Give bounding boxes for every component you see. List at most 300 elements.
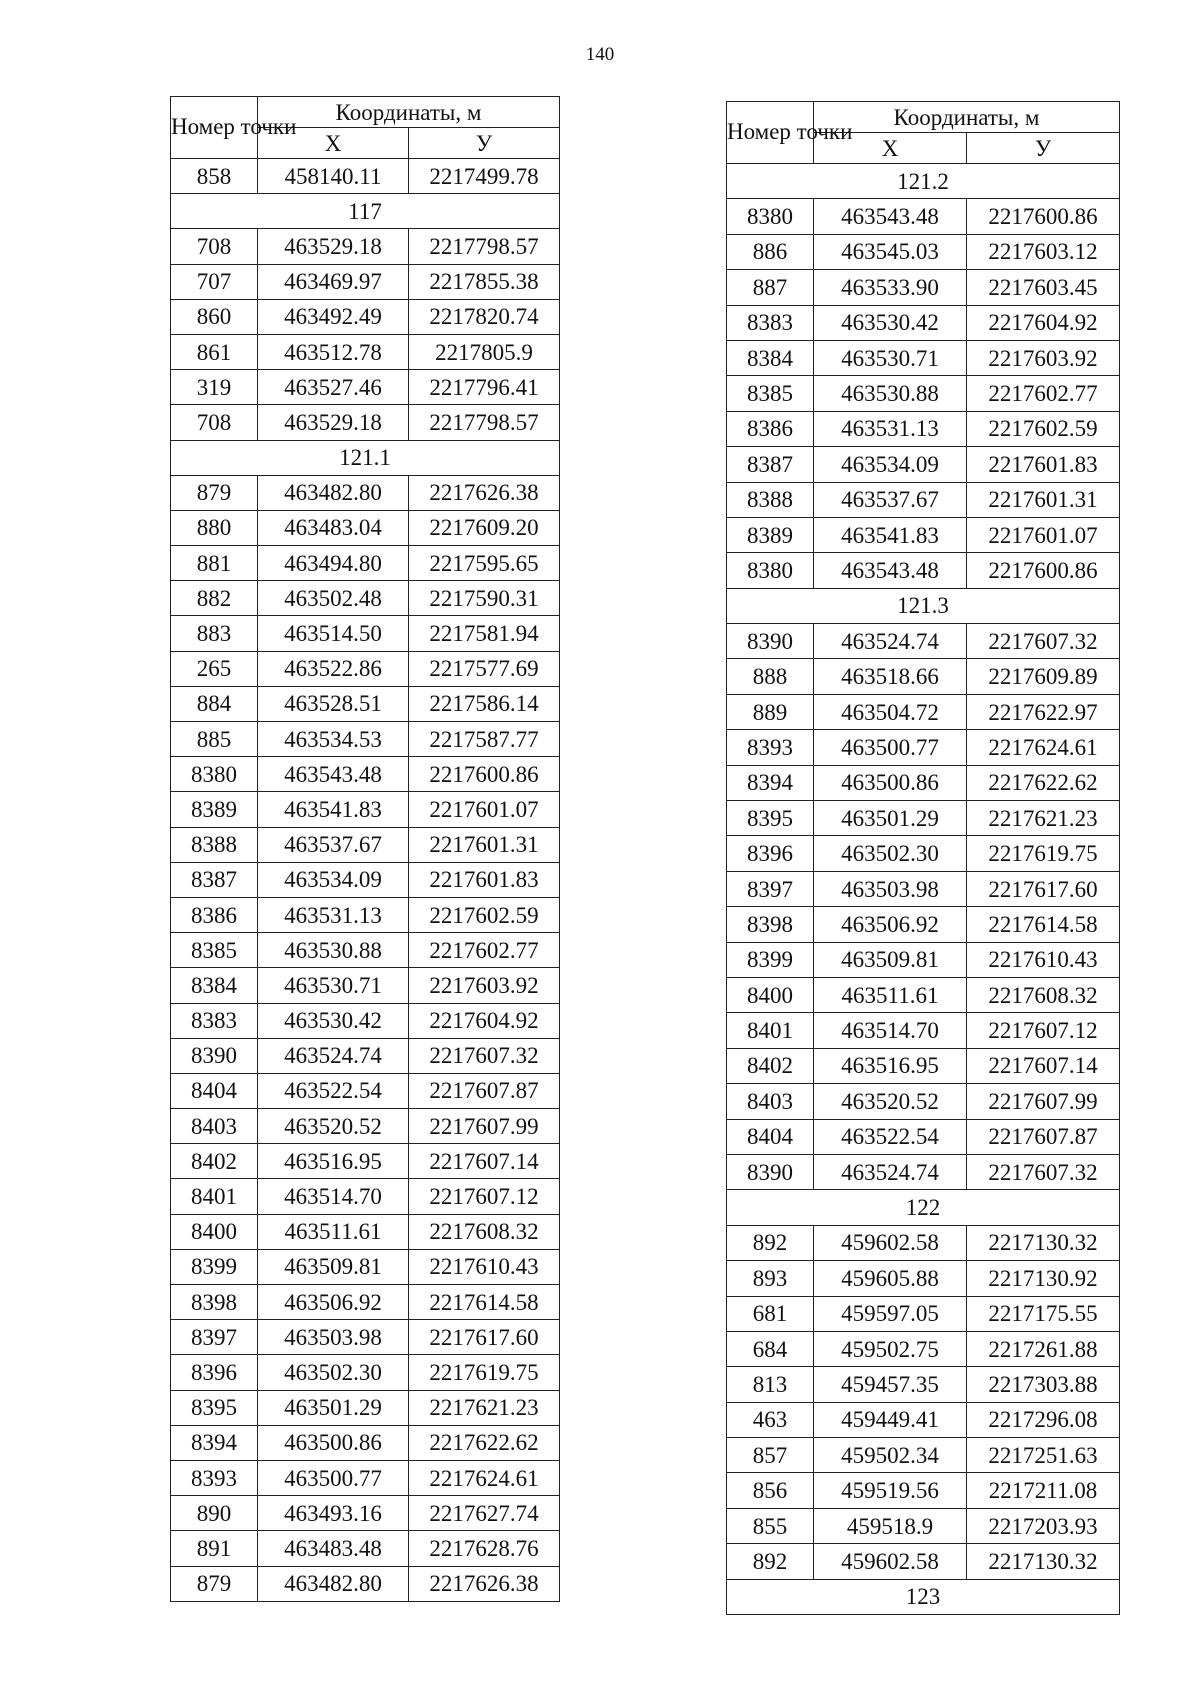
- point-number-cell: 8400: [727, 977, 814, 1012]
- y-coordinate-cell: 2217296.08: [967, 1402, 1120, 1437]
- y-coordinate-cell: 2217607.32: [967, 624, 1120, 659]
- header-row: [727, 102, 1120, 133]
- section-label: 121.2: [727, 164, 1120, 199]
- table-row: [171, 510, 560, 545]
- table-row: [171, 1109, 560, 1144]
- point-number-cell: 463: [727, 1402, 814, 1437]
- section-row: [171, 194, 560, 229]
- point-number-cell: 8404: [727, 1119, 814, 1154]
- x-coordinate-cell: 463522.86: [258, 651, 409, 686]
- point-number-cell: 8398: [171, 1285, 258, 1320]
- table-row: [171, 229, 560, 264]
- table-row: [171, 1249, 560, 1284]
- coordinates-header: Координаты, м: [814, 102, 1120, 133]
- section-label: 123: [727, 1579, 1120, 1614]
- table-row: [171, 1496, 560, 1531]
- point-number-cell: 879: [171, 475, 258, 510]
- table-row: [171, 1003, 560, 1038]
- x-coordinate-cell: 463520.52: [258, 1109, 409, 1144]
- table-row: [727, 1225, 1120, 1260]
- x-coordinate-cell: 463506.92: [814, 907, 967, 942]
- x-coordinate-cell: 463502.48: [258, 581, 409, 616]
- point-number-cell: 883: [171, 616, 258, 651]
- y-coordinate-cell: 2217130.92: [967, 1261, 1120, 1296]
- x-coordinate-cell: 463543.48: [258, 757, 409, 792]
- y-coordinate-cell: 2217577.69: [409, 651, 560, 686]
- y-coordinate-cell: 2217595.65: [409, 546, 560, 581]
- table-row: [727, 305, 1120, 340]
- x-coordinate-cell: 463541.83: [814, 517, 967, 552]
- x-coordinate-cell: 463545.03: [814, 234, 967, 269]
- point-number-cell: 889: [727, 694, 814, 729]
- table-row: [171, 1144, 560, 1179]
- section-row: [727, 588, 1120, 623]
- x-coordinate-cell: 458140.11: [258, 159, 409, 194]
- table-row: [171, 1390, 560, 1425]
- table-row: [727, 1084, 1120, 1119]
- table-row: [727, 624, 1120, 659]
- point-number-cell: 681: [727, 1296, 814, 1331]
- point-number-cell: 882: [171, 581, 258, 616]
- table-row: [171, 1179, 560, 1214]
- y-coordinate-cell: 2217602.77: [409, 933, 560, 968]
- y-coordinate-cell: 2217608.32: [967, 977, 1120, 1012]
- point-number-cell: 8394: [727, 765, 814, 800]
- header-row: [171, 97, 560, 128]
- table-row: [171, 264, 560, 299]
- coordinates-table-right: [726, 101, 1120, 1615]
- y-coordinate-cell: 2217587.77: [409, 722, 560, 757]
- point-number-cell: 8393: [171, 1460, 258, 1495]
- table-row: [171, 1425, 560, 1460]
- point-number-cell: 880: [171, 510, 258, 545]
- x-coordinate-cell: 463500.86: [258, 1425, 409, 1460]
- point-number-cell: 8390: [727, 624, 814, 659]
- table-row: [171, 1320, 560, 1355]
- table-row: [727, 553, 1120, 588]
- table-row: [171, 299, 560, 334]
- point-number-cell: 888: [727, 659, 814, 694]
- y-coordinate-cell: 2217627.74: [409, 1496, 560, 1531]
- x-coordinate-cell: 463541.83: [258, 792, 409, 827]
- table-row: [727, 801, 1120, 836]
- x-coordinate-cell: 463529.18: [258, 229, 409, 264]
- y-header: У: [967, 133, 1120, 164]
- y-coordinate-cell: 2217626.38: [409, 475, 560, 510]
- point-number-cell: 891: [171, 1531, 258, 1566]
- x-coordinate-cell: 463534.09: [814, 447, 967, 482]
- x-coordinate-cell: 463529.18: [258, 405, 409, 440]
- x-coordinate-cell: 463524.74: [814, 624, 967, 659]
- y-coordinate-cell: 2217601.83: [409, 862, 560, 897]
- table-row: [171, 1214, 560, 1249]
- x-coordinate-cell: 463514.70: [258, 1179, 409, 1214]
- table-row: [727, 1119, 1120, 1154]
- point-number-cell: 8383: [727, 305, 814, 340]
- y-coordinate-cell: 2217607.87: [967, 1119, 1120, 1154]
- x-coordinate-cell: 463516.95: [814, 1048, 967, 1083]
- y-coordinate-cell: 2217607.12: [409, 1179, 560, 1214]
- x-coordinate-cell: 463524.74: [258, 1038, 409, 1073]
- x-coordinate-cell: 463503.98: [258, 1320, 409, 1355]
- point-number-cell: 861: [171, 334, 258, 369]
- table-row: [171, 1531, 560, 1566]
- point-number-cell: 8385: [171, 933, 258, 968]
- table-row: [171, 159, 560, 194]
- point-number-cell: 893: [727, 1261, 814, 1296]
- y-coordinate-cell: 2217602.59: [967, 411, 1120, 446]
- y-coordinate-cell: 2217604.92: [409, 1003, 560, 1038]
- table-row: [171, 1355, 560, 1390]
- y-coordinate-cell: 2217608.32: [409, 1214, 560, 1249]
- x-coordinate-cell: 463530.42: [258, 1003, 409, 1038]
- table-row: [171, 827, 560, 862]
- x-coordinate-cell: 463527.46: [258, 370, 409, 405]
- point-number-cell: 892: [727, 1544, 814, 1579]
- table-row: [171, 405, 560, 440]
- x-coordinate-cell: 459502.34: [814, 1438, 967, 1473]
- x-coordinate-cell: 463494.80: [258, 546, 409, 581]
- x-header: Х: [814, 133, 967, 164]
- x-coordinate-cell: 463537.67: [814, 482, 967, 517]
- y-coordinate-cell: 2217614.58: [967, 907, 1120, 942]
- x-coordinate-cell: 463530.71: [814, 340, 967, 375]
- y-coordinate-cell: 2217622.62: [967, 765, 1120, 800]
- y-coordinate-cell: 2217855.38: [409, 264, 560, 299]
- point-number-cell: 8396: [727, 836, 814, 871]
- x-coordinate-cell: 463518.66: [814, 659, 967, 694]
- x-coordinate-cell: 463511.61: [814, 977, 967, 1012]
- table-row: [727, 1367, 1120, 1402]
- point-number-cell: 8398: [727, 907, 814, 942]
- table-row: [171, 1460, 560, 1495]
- table-row: [171, 933, 560, 968]
- y-coordinate-cell: 2217600.86: [409, 757, 560, 792]
- table-row: [727, 1438, 1120, 1473]
- table-row: [171, 862, 560, 897]
- table-row: [171, 1566, 560, 1601]
- x-coordinate-cell: 463500.77: [258, 1460, 409, 1495]
- table-body: [171, 159, 560, 1602]
- table-row: [727, 270, 1120, 305]
- y-coordinate-cell: 2217798.57: [409, 229, 560, 264]
- x-coordinate-cell: 459519.56: [814, 1473, 967, 1508]
- x-coordinate-cell: 463514.50: [258, 616, 409, 651]
- x-coordinate-cell: 463504.72: [814, 694, 967, 729]
- point-number-cell: 813: [727, 1367, 814, 1402]
- table-row: [727, 1154, 1120, 1189]
- y-coordinate-cell: 2217590.31: [409, 581, 560, 616]
- table-row: [727, 694, 1120, 729]
- x-coordinate-cell: 463531.13: [258, 897, 409, 932]
- y-coordinate-cell: 2217603.92: [409, 968, 560, 1003]
- table-row: [171, 616, 560, 651]
- table-row: [171, 792, 560, 827]
- x-coordinate-cell: 463492.49: [258, 299, 409, 334]
- table-row: [171, 1285, 560, 1320]
- y-coordinate-cell: 2217601.31: [409, 827, 560, 862]
- table-row: [727, 1261, 1120, 1296]
- y-coordinate-cell: 2217798.57: [409, 405, 560, 440]
- y-coordinate-cell: 2217586.14: [409, 686, 560, 721]
- point-number-cell: 8384: [171, 968, 258, 1003]
- table-row: [727, 1048, 1120, 1083]
- x-coordinate-cell: 463512.78: [258, 334, 409, 369]
- point-number-cell: 8394: [171, 1425, 258, 1460]
- point-number-header: Номер точки: [727, 102, 814, 164]
- x-coordinate-cell: 463511.61: [258, 1214, 409, 1249]
- y-coordinate-cell: 2217601.07: [409, 792, 560, 827]
- table-row: [171, 1038, 560, 1073]
- y-coordinate-cell: 2217602.59: [409, 897, 560, 932]
- x-coordinate-cell: 459597.05: [814, 1296, 967, 1331]
- point-number-cell: 8396: [171, 1355, 258, 1390]
- x-coordinate-cell: 463509.81: [258, 1249, 409, 1284]
- y-coordinate-cell: 2217619.75: [409, 1355, 560, 1390]
- point-number-cell: 8385: [727, 376, 814, 411]
- y-coordinate-cell: 2217820.74: [409, 299, 560, 334]
- table-row: [727, 376, 1120, 411]
- table-row: [171, 581, 560, 616]
- y-coordinate-cell: 2217303.88: [967, 1367, 1120, 1402]
- x-coordinate-cell: 459602.58: [814, 1544, 967, 1579]
- point-number-cell: 8383: [171, 1003, 258, 1038]
- x-coordinate-cell: 463502.30: [814, 836, 967, 871]
- table-row: [727, 517, 1120, 552]
- x-coordinate-cell: 463543.48: [814, 553, 967, 588]
- x-coordinate-cell: 459502.75: [814, 1331, 967, 1366]
- point-number-cell: 892: [727, 1225, 814, 1260]
- y-coordinate-cell: 2217211.08: [967, 1473, 1120, 1508]
- point-number-cell: 8387: [171, 862, 258, 897]
- table-row: [171, 334, 560, 369]
- point-number-cell: 8397: [727, 871, 814, 906]
- point-number-cell: 265: [171, 651, 258, 686]
- x-coordinate-cell: 459605.88: [814, 1261, 967, 1296]
- table-row: [727, 1508, 1120, 1543]
- point-number-cell: 8402: [727, 1048, 814, 1083]
- point-number-cell: 8404: [171, 1073, 258, 1108]
- y-coordinate-cell: 2217604.92: [967, 305, 1120, 340]
- y-coordinate-cell: 2217607.14: [967, 1048, 1120, 1083]
- section-label: 122: [727, 1190, 1120, 1225]
- y-coordinate-cell: 2217624.61: [409, 1460, 560, 1495]
- y-coordinate-cell: 2217617.60: [967, 871, 1120, 906]
- point-number-cell: 8401: [171, 1179, 258, 1214]
- y-coordinate-cell: 2217621.23: [967, 801, 1120, 836]
- y-coordinate-cell: 2217622.62: [409, 1425, 560, 1460]
- point-number-cell: 8388: [727, 482, 814, 517]
- x-coordinate-cell: 463501.29: [258, 1390, 409, 1425]
- point-number-cell: 8402: [171, 1144, 258, 1179]
- x-coordinate-cell: 463522.54: [258, 1073, 409, 1108]
- y-coordinate-cell: 2217601.31: [967, 482, 1120, 517]
- point-number-cell: 8390: [171, 1038, 258, 1073]
- table-row: [171, 475, 560, 510]
- point-number-cell: 707: [171, 264, 258, 299]
- y-coordinate-cell: 2217600.86: [967, 553, 1120, 588]
- table-row: [727, 836, 1120, 871]
- point-number-cell: 708: [171, 405, 258, 440]
- point-number-cell: 881: [171, 546, 258, 581]
- x-coordinate-cell: 463503.98: [814, 871, 967, 906]
- point-number-cell: 8389: [727, 517, 814, 552]
- point-number-cell: 886: [727, 234, 814, 269]
- x-coordinate-cell: 463530.42: [814, 305, 967, 340]
- point-number-cell: 8387: [727, 447, 814, 482]
- x-coordinate-cell: 463469.97: [258, 264, 409, 299]
- section-label: 121.1: [171, 440, 560, 475]
- y-coordinate-cell: 2217603.45: [967, 270, 1120, 305]
- y-coordinate-cell: 2217796.41: [409, 370, 560, 405]
- x-coordinate-cell: 463534.09: [258, 862, 409, 897]
- y-coordinate-cell: 2217203.93: [967, 1508, 1120, 1543]
- y-coordinate-cell: 2217609.89: [967, 659, 1120, 694]
- y-coordinate-cell: 2217624.61: [967, 730, 1120, 765]
- table-row: [727, 730, 1120, 765]
- y-coordinate-cell: 2217607.12: [967, 1013, 1120, 1048]
- x-coordinate-cell: 463483.04: [258, 510, 409, 545]
- x-coordinate-cell: 463537.67: [258, 827, 409, 862]
- table-row: [727, 447, 1120, 482]
- point-number-cell: 708: [171, 229, 258, 264]
- table-row: [727, 482, 1120, 517]
- point-number-cell: 887: [727, 270, 814, 305]
- table-row: [171, 546, 560, 581]
- table-row: [727, 1331, 1120, 1366]
- y-coordinate-cell: 2217581.94: [409, 616, 560, 651]
- point-number-cell: 8395: [727, 801, 814, 836]
- point-number-cell: 8397: [171, 1320, 258, 1355]
- point-number-cell: 8388: [171, 827, 258, 862]
- point-number-cell: 857: [727, 1438, 814, 1473]
- point-number-cell: 8401: [727, 1013, 814, 1048]
- y-coordinate-cell: 2217607.87: [409, 1073, 560, 1108]
- y-coordinate-cell: 2217628.76: [409, 1531, 560, 1566]
- x-coordinate-cell: 463501.29: [814, 801, 967, 836]
- section-row: [171, 440, 560, 475]
- point-number-cell: 879: [171, 1566, 258, 1601]
- y-coordinate-cell: 2217499.78: [409, 159, 560, 194]
- table-row: [171, 897, 560, 932]
- table-row: [727, 1473, 1120, 1508]
- y-coordinate-cell: 2217607.14: [409, 1144, 560, 1179]
- x-coordinate-cell: 463493.16: [258, 1496, 409, 1531]
- point-number-cell: 8384: [727, 340, 814, 375]
- x-coordinate-cell: 459518.9: [814, 1508, 967, 1543]
- point-number-cell: 8389: [171, 792, 258, 827]
- y-coordinate-cell: 2217603.92: [967, 340, 1120, 375]
- y-coordinate-cell: 2217607.99: [409, 1109, 560, 1144]
- x-coordinate-cell: 463502.30: [258, 1355, 409, 1390]
- table-row: [171, 651, 560, 686]
- x-coordinate-cell: 463524.74: [814, 1154, 967, 1189]
- point-number-cell: 8380: [727, 199, 814, 234]
- table-row: [171, 1073, 560, 1108]
- point-number-cell: 8386: [171, 897, 258, 932]
- x-coordinate-cell: 463534.53: [258, 722, 409, 757]
- y-coordinate-cell: 2217609.20: [409, 510, 560, 545]
- table-body: [727, 164, 1120, 1615]
- point-number-cell: 884: [171, 686, 258, 721]
- point-number-cell: 8399: [727, 942, 814, 977]
- x-coordinate-cell: 463506.92: [258, 1285, 409, 1320]
- table-row: [727, 1013, 1120, 1048]
- table-row: [171, 686, 560, 721]
- x-coordinate-cell: 463531.13: [814, 411, 967, 446]
- point-number-cell: 890: [171, 1496, 258, 1531]
- section-row: [727, 1190, 1120, 1225]
- table-row: [727, 1402, 1120, 1437]
- table-row: [727, 977, 1120, 1012]
- x-coordinate-cell: 463500.77: [814, 730, 967, 765]
- point-number-cell: 8403: [727, 1084, 814, 1119]
- point-number-cell: 855: [727, 1508, 814, 1543]
- y-coordinate-cell: 2217621.23: [409, 1390, 560, 1425]
- point-number-cell: 860: [171, 299, 258, 334]
- x-coordinate-cell: 463533.90: [814, 270, 967, 305]
- y-coordinate-cell: 2217805.9: [409, 334, 560, 369]
- table-row: [171, 968, 560, 1003]
- coordinates-header: Координаты, м: [258, 97, 560, 128]
- x-coordinate-cell: 459602.58: [814, 1225, 967, 1260]
- y-coordinate-cell: 2217130.32: [967, 1225, 1120, 1260]
- section-row: [727, 1579, 1120, 1614]
- y-coordinate-cell: 2217130.32: [967, 1544, 1120, 1579]
- x-coordinate-cell: 463543.48: [814, 199, 967, 234]
- y-coordinate-cell: 2217601.07: [967, 517, 1120, 552]
- x-coordinate-cell: 463522.54: [814, 1119, 967, 1154]
- y-coordinate-cell: 2217626.38: [409, 1566, 560, 1601]
- y-coordinate-cell: 2217610.43: [967, 942, 1120, 977]
- x-coordinate-cell: 463482.80: [258, 1566, 409, 1601]
- y-coordinate-cell: 2217607.32: [409, 1038, 560, 1073]
- table-row: [727, 199, 1120, 234]
- x-coordinate-cell: 463483.48: [258, 1531, 409, 1566]
- y-coordinate-cell: 2217610.43: [409, 1249, 560, 1284]
- point-number-cell: 8390: [727, 1154, 814, 1189]
- x-coordinate-cell: 463530.71: [258, 968, 409, 1003]
- table-row: [727, 871, 1120, 906]
- y-coordinate-cell: 2217602.77: [967, 376, 1120, 411]
- point-number-cell: 8399: [171, 1249, 258, 1284]
- point-number-cell: 8380: [171, 757, 258, 792]
- y-coordinate-cell: 2217175.55: [967, 1296, 1120, 1331]
- y-header: У: [409, 128, 560, 159]
- table-row: [171, 370, 560, 405]
- point-number-cell: 8380: [727, 553, 814, 588]
- table-row: [171, 722, 560, 757]
- x-coordinate-cell: 463520.52: [814, 1084, 967, 1119]
- y-coordinate-cell: 2217251.63: [967, 1438, 1120, 1473]
- point-number-cell: 856: [727, 1473, 814, 1508]
- y-coordinate-cell: 2217261.88: [967, 1331, 1120, 1366]
- table-row: [727, 659, 1120, 694]
- point-number-cell: 8393: [727, 730, 814, 765]
- section-row: [727, 164, 1120, 199]
- x-coordinate-cell: 463528.51: [258, 686, 409, 721]
- x-coordinate-cell: 463516.95: [258, 1144, 409, 1179]
- section-label: 117: [171, 194, 560, 229]
- table-row: [727, 340, 1120, 375]
- point-number-cell: 8400: [171, 1214, 258, 1249]
- x-coordinate-cell: 459457.35: [814, 1367, 967, 1402]
- x-header: Х: [258, 128, 409, 159]
- y-coordinate-cell: 2217601.83: [967, 447, 1120, 482]
- point-number-cell: 8403: [171, 1109, 258, 1144]
- x-coordinate-cell: 463500.86: [814, 765, 967, 800]
- x-coordinate-cell: 463482.80: [258, 475, 409, 510]
